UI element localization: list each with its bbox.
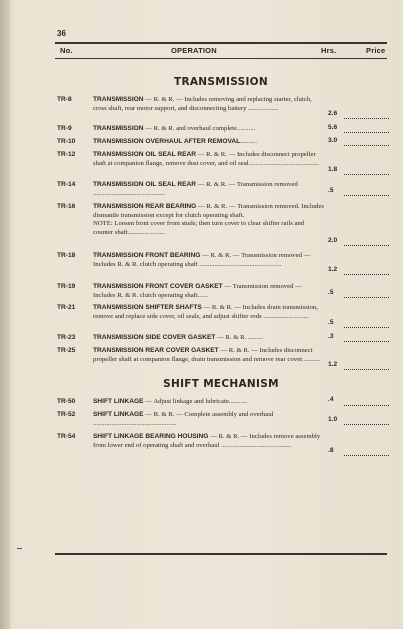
hours-value: .4 [328,396,334,403]
price-blank [344,174,389,175]
operation-code: TR-12 [57,151,76,158]
operation-text: — R. & R. — Complete assembly and overhaul .................................................. [93,411,274,427]
header-bottom-rule [55,58,387,59]
operation-code: TR-19 [57,283,76,290]
operation-description [93,347,325,364]
hours-value: .5 [328,289,334,296]
operation-text: — R. & R. — Includes remove assembly from lower end of operating shaft and overhaul .......................................... [93,433,321,449]
operation-text: — R. & R. and overhaul complete........... [143,125,256,132]
price-blank [344,369,389,370]
operation-description [93,138,325,147]
operation-description [93,334,325,343]
price-blank [344,455,389,456]
operation-title: TRANSMISSION OIL SEAL REAR [93,181,197,188]
section-title-transmission: TRANSMISSION [174,76,268,88]
operation-code: TR-8 [57,96,72,103]
col-header-no: No. [60,46,73,55]
operation-code: TR-25 [57,347,76,354]
operation-text: — R. & R. — Includes disconnect propeller shaft at companion flange, drain transmission and remove rear cover........... [93,347,321,363]
footer-rule [55,553,387,555]
operation-title: TRANSMISSION SHIFTER SHAFTS [93,304,202,311]
hours-value: 1.0 [328,416,338,423]
operation-title: SHIFT LINKAGE [93,398,144,405]
price-blank [344,245,389,246]
col-header-hrs: Hrs. [321,46,337,55]
hours-value: .8 [328,447,334,454]
operation-title: TRANSMISSION OVERHAUL AFTER REMOVAL [93,138,241,145]
operation-description [93,252,325,269]
hours-value: 1.2 [328,361,338,368]
operation-note: NOTE: Loosen front cover from studs; then turn cover to clear shifter rails and counter shaft...................... [93,220,305,236]
price-blank [344,132,389,133]
hours-value: 1.8 [328,166,338,173]
operation-description [93,304,325,321]
price-blank [344,274,389,275]
operation-title: TRANSMISSION FRONT BEARING [93,252,201,259]
operation-title: TRANSMISSION [93,96,144,103]
operation-text: — R. & R. — Transmission removed — Includes R. & R. clutch operating shaft ................................................. [93,252,311,268]
hours-value: .5 [328,187,334,194]
operation-description [93,96,325,113]
price-blank [344,297,389,298]
hours-value: 5.6 [328,124,338,131]
operation-title: TRANSMISSION REAR BEARING [93,203,197,210]
price-blank [344,145,389,146]
price-blank [344,195,389,196]
section-title-shift-mechanism: SHIFT MECHANISM [163,378,279,390]
operation-text: — R. & R. — Transmission removed. Includes dismantle transmission except for clutch operating shaft. [93,203,324,219]
operation-title: TRANSMISSION [93,125,144,132]
operation-code: TR-14 [57,181,76,188]
operation-code: TR-23 [57,334,76,341]
price-blank [344,424,389,425]
page-mark [17,548,22,549]
operation-description [93,203,325,237]
page-number: 36 [57,29,66,38]
hours-value: 1.2 [328,266,338,273]
price-blank [344,405,389,406]
operation-title: SHIFT LINKAGE BEARING HOUSING [93,433,209,440]
operation-description [93,398,325,407]
operation-code: TR-21 [57,304,76,311]
hours-value: .3 [328,333,334,340]
operation-description [93,125,325,134]
price-blank [344,341,389,342]
operation-description [93,181,325,198]
hours-value: 2.6 [328,110,338,117]
operation-description [93,433,325,450]
operation-text: — R. & R. — Includes disconnect propeller shaft at companion flange, remove dust cover, and oil seal.......................................... [93,151,319,167]
operation-description [93,151,325,168]
operation-title: TRANSMISSION FRONT COVER GASKET [93,283,223,290]
operation-code: TR-10 [57,138,76,145]
operation-code: TR-9 [57,125,72,132]
binding-edge [0,0,10,629]
price-blank [344,327,389,328]
operation-text: — R. & R. — Includes drain transmission, remove and replace side cover, oil seals, and adjust shifter rods ........................... [93,304,318,320]
hours-value: 3.0 [328,137,338,144]
col-header-operation: OPERATION [171,46,217,55]
price-blank [344,118,389,119]
operation-description [93,411,325,428]
operation-title: TRANSMISSION OIL SEAL REAR [93,151,197,158]
operation-text: — Transmission removed — Includes R. & R. clutch operating shaft...... [93,283,302,299]
operation-text: — Adjust linkage and lubricate........... [143,398,248,405]
operation-title: TRANSMISSION SIDE COVER GASKET [93,334,216,341]
operation-text: — R. & R. — Transmission removed ........................................... [93,181,298,197]
operation-code: TR-50 [57,398,76,405]
operation-text: — R. & R. ......... [215,334,263,341]
operation-code: TR-54 [57,433,76,440]
operation-title: TRANSMISSION REAR COVER GASKET [93,347,219,354]
operation-title: SHIFT LINKAGE [93,411,144,418]
operation-text: .......... [240,138,257,145]
operation-code: TR-18 [57,252,76,259]
hours-value: .5 [328,319,334,326]
operation-text: — R. & R. — Includes removing and replacing starter, clutch, cross shaft, rear motor support, and disconnecting battery .................. [93,96,312,112]
operation-code: TR-16 [57,203,76,210]
header-top-rule [55,42,387,44]
col-header-price: Price [366,46,386,55]
operation-description [93,283,325,300]
operation-code: TR-52 [57,411,76,418]
hours-value: 2.0 [328,237,338,244]
